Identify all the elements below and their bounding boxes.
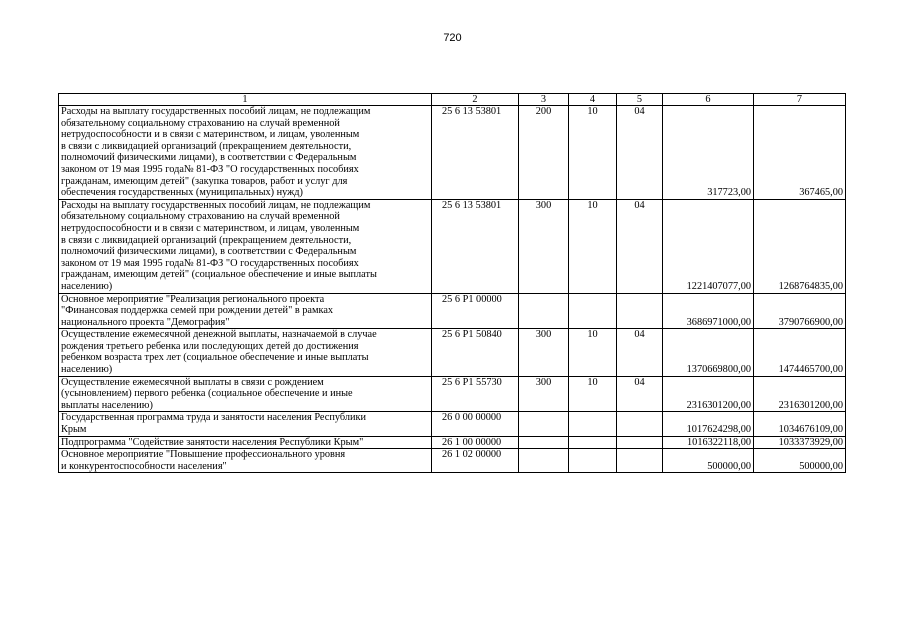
table-row [59,412,846,436]
table-row [59,376,846,412]
rz-cell: 10 [569,329,617,376]
header-cell: 1 [59,94,432,106]
pr-cell [617,293,663,329]
header-cell: 5 [617,94,663,106]
pr-cell [617,449,663,473]
description-cell: Расходы на выплату государственных пособий лицам, не подлежащим обязательному социальному страхованию на случай временной нетрудоспособности и в связи с материнством, и лицам, уволенным в связи с ликвидацией организаций (прекращением деятельности, полномочий физическими лицами), в соответствии с Федеральным законом от 19 мая 1995 года№ 81-ФЗ "О государственных пособиях гражданам, имеющим детей" (социальное обеспечение и иные выплаты населению) [59,199,432,293]
description-cell: Государственная программа труда и занятости населения Республики Крым [59,412,432,436]
description-cell: Подпрограмма "Содействие занятости населения Республики Крым" [59,436,432,449]
sum-year2-cell: 367465,00 [754,106,846,200]
csr-cell: 25 6 13 53801 [432,199,519,293]
vr-cell [519,293,569,329]
budget-table [58,93,846,473]
description-cell: Основное мероприятие "Повышение профессионального уровня и конкурентоспособности населения" [59,449,432,473]
pr-cell: 04 [617,106,663,200]
csr-cell: 26 1 02 00000 [432,449,519,473]
sum-year1-cell: 2316301200,00 [663,376,754,412]
description-cell: Расходы на выплату государственных пособий лицам, не подлежащим обязательному социальному страхованию на случай временной нетрудоспособности и в связи с материнством, и лицам, уволенным в связи с ликвидацией организаций (прекращением деятельности, полномочий физическими лицами), в соответствии с Федеральным законом от 19 мая 1995 года№ 81-ФЗ "О государственных пособиях гражданам, имеющим детей" (закупка товаров, работ и услуг для обеспечения государственных (муниципальных) нужд) [59,106,432,200]
sum-year1-cell: 1221407077,00 [663,199,754,293]
sum-year1-cell: 1016322118,00 [663,436,754,449]
csr-cell: 25 6 P1 55730 [432,376,519,412]
sum-year1-cell: 500000,00 [663,449,754,473]
vr-cell [519,412,569,436]
csr-cell: 25 6 13 53801 [432,106,519,200]
rz-cell: 10 [569,376,617,412]
vr-cell: 300 [519,329,569,376]
rz-cell [569,436,617,449]
table-row [59,436,846,449]
pr-cell: 04 [617,199,663,293]
sum-year2-cell: 1268764835,00 [754,199,846,293]
sum-year2-cell: 2316301200,00 [754,376,846,412]
rz-cell [569,449,617,473]
header-cell: 7 [754,94,846,106]
pr-cell [617,436,663,449]
vr-cell [519,436,569,449]
table-header-row [59,94,846,106]
rz-cell: 10 [569,106,617,200]
rz-cell: 10 [569,199,617,293]
header-cell: 4 [569,94,617,106]
vr-cell: 300 [519,199,569,293]
csr-cell: 26 0 00 00000 [432,412,519,436]
table-row [59,199,846,293]
description-cell: Основное мероприятие "Реализация регионального проекта "Финансовая поддержка семей при рождении детей" в рамках национального проекта "Демография" [59,293,432,329]
csr-cell: 25 6 P1 50840 [432,329,519,376]
sum-year1-cell: 1017624298,00 [663,412,754,436]
pr-cell [617,412,663,436]
sum-year2-cell: 3790766900,00 [754,293,846,329]
description-cell: Осуществление ежемесячной выплаты в связи с рождением (усыновлением) первого ребенка (социальное обеспечение и иные выплаты населению) [59,376,432,412]
csr-cell: 26 1 00 00000 [432,436,519,449]
csr-cell: 25 6 P1 00000 [432,293,519,329]
table-row [59,449,846,473]
sum-year1-cell: 317723,00 [663,106,754,200]
header-cell: 2 [432,94,519,106]
rz-cell [569,293,617,329]
vr-cell: 300 [519,376,569,412]
rz-cell [569,412,617,436]
pr-cell: 04 [617,376,663,412]
page-number: 720 [443,32,462,44]
sum-year1-cell: 3686971000,00 [663,293,754,329]
sum-year2-cell: 1033373929,00 [754,436,846,449]
table-row [59,106,846,200]
description-cell: Осуществление ежемесячной денежной выплаты, назначаемой в случае рождения третьего ребенка или последующих детей до достижения ребенком возраста трех лет (социальное обеспечение и иные выплаты населению) [59,329,432,376]
sum-year2-cell: 1034676109,00 [754,412,846,436]
sum-year1-cell: 1370669800,00 [663,329,754,376]
table-row [59,293,846,329]
pr-cell: 04 [617,329,663,376]
header-cell: 6 [663,94,754,106]
vr-cell: 200 [519,106,569,200]
vr-cell [519,449,569,473]
table-row [59,329,846,376]
sum-year2-cell: 500000,00 [754,449,846,473]
sum-year2-cell: 1474465700,00 [754,329,846,376]
header-cell: 3 [519,94,569,106]
